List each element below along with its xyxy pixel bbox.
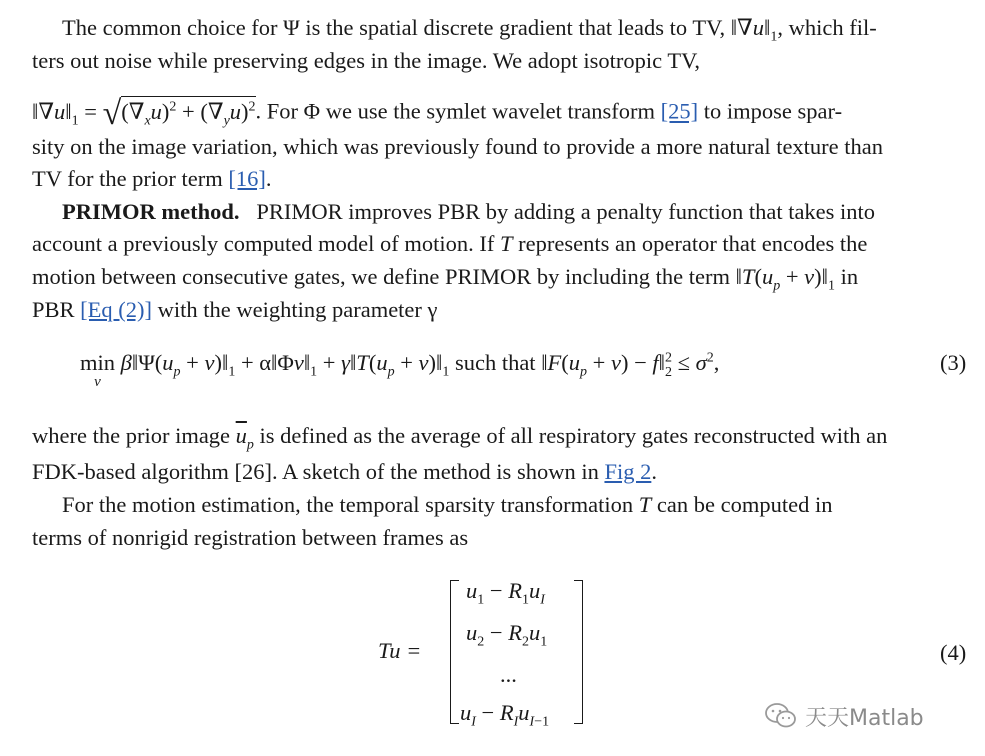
paragraph-primor-line3: motion between consecutive gates, we define PRIMOR by including the term $‖T(u_p$ + $v)‖_1$ in	[32, 264, 859, 294]
paragraph-primor-line4	[32, 294, 967, 327]
equation-4-number: (4)	[940, 640, 967, 665]
text-span: represents an operator that encodes the	[518, 231, 868, 256]
matrix-row-4: $u_I - R_Iu_{I-1}$	[460, 700, 550, 730]
citation-link-25[interactable]: [25]	[660, 98, 699, 124]
text-span: to impose spar-	[703, 98, 843, 124]
equation-4-lhs: Tu =	[378, 638, 422, 663]
matrix-row-2: $u_2 - R_2u_1$	[466, 620, 548, 650]
equation-3-number: (3)	[940, 350, 967, 375]
text-span: where the prior image	[32, 423, 231, 448]
section-heading: PRIMOR method.	[62, 199, 240, 224]
text-span: in	[840, 264, 859, 289]
matrix-row-1: $u_1 - R_1u_I$	[466, 578, 545, 608]
text-span: is the spatial discrete gradient that leads to TV,	[305, 15, 726, 40]
figure-link-2[interactable]: Fig 2	[604, 459, 652, 484]
text-span: we use the symlet wavelet transform	[325, 98, 656, 124]
text-span: sity on the image variation, which was previously found to provide a more natural texture than	[32, 134, 884, 159]
text-span: . A sketch of the method is shown in	[271, 459, 599, 484]
citation-link-16[interactable]: [16]	[228, 166, 266, 191]
text-span: The common choice for	[62, 15, 278, 40]
paragraph-motion-estimation: For the motion estimation, the temporal sparsity transformation T can be computed in	[62, 492, 833, 517]
wechat-icon	[765, 702, 797, 730]
text-span: .	[651, 459, 657, 484]
text-span: PRIMOR improves PBR by adding a penalty function that takes into	[256, 199, 876, 224]
paragraph-primor	[32, 196, 967, 229]
such-that-text: such that	[454, 350, 536, 375]
equation-3: min $^v$ $\beta‖\Psi(u_p$ + $v)‖_1$ + $\alpha‖\Phi v‖_1$ + $\gamma‖T(u_p$ + $v)‖_1$ such that $‖F(u_p + v)$ − f‖$^2_2$ ≤ $\sigma^2$,	[80, 350, 720, 390]
min-operator: min	[80, 350, 116, 375]
text-span: . For	[255, 98, 299, 124]
text-span: is defined as the average of all respiratory gates reconstructed with an	[259, 423, 888, 448]
matrix-ellipsis: ...	[500, 662, 517, 687]
min-variable: v	[94, 374, 101, 390]
text-span: terms of nonrigid registration between frames as	[32, 525, 469, 550]
text-span: TV for the prior term	[32, 166, 223, 191]
paragraph-primor-line2: account a previously computed model of motion. If T represents an operator that encodes the	[32, 231, 868, 256]
matrix-row-3	[500, 662, 517, 688]
matrix-left-bracket	[450, 580, 459, 724]
watermark-text: 天天Matlab	[805, 705, 924, 731]
paragraph-prior-image-line2	[32, 456, 967, 489]
text-span: with the weighting parameter γ	[157, 297, 438, 322]
text-span: account a previously computed model of motion. If	[32, 231, 495, 256]
text-span: For the motion estimation, the temporal sparsity transformation	[62, 492, 634, 517]
text-span: ters out noise while preserving edges in the image. We adopt isotropic TV,	[32, 48, 701, 73]
text-span: .	[265, 166, 272, 191]
paragraph-tv-line2	[32, 45, 967, 78]
text-span: can be computed in	[656, 492, 833, 517]
paragraph-tv-line5	[32, 163, 967, 196]
watermark	[765, 698, 955, 734]
paragraph-prior-image: where the prior image $\overline{u}_p$ is defined as the average of all respiratory gates reconstructed with an	[32, 423, 888, 453]
text-span: motion between consecutive gates, we define PRIMOR by including the term	[32, 264, 730, 289]
matrix-right-bracket	[574, 580, 583, 724]
text-span: FDK-based algorithm	[32, 459, 229, 484]
text-span: PBR	[32, 297, 75, 322]
paragraph-tv-line3: $‖\nabla u‖_1 = √(\nabla_xu)^2 + (\nabla_yu)^2$. For Φ we use the symlet wavelet transform [25] to impose spar-	[32, 94, 843, 132]
paragraph-tv-choice: The common choice for Ψ is the spatial discrete gradient that leads to TV, $‖\nabla u‖_1$, which fil-	[62, 15, 877, 45]
equation-link-2[interactable]: [Eq (2)]	[80, 297, 152, 322]
text-span: , which fil-	[777, 15, 877, 40]
paragraph-tv-line4	[32, 131, 967, 164]
citation-link-26[interactable]: [26]	[234, 459, 272, 484]
paragraph-motion-line2	[32, 522, 967, 555]
